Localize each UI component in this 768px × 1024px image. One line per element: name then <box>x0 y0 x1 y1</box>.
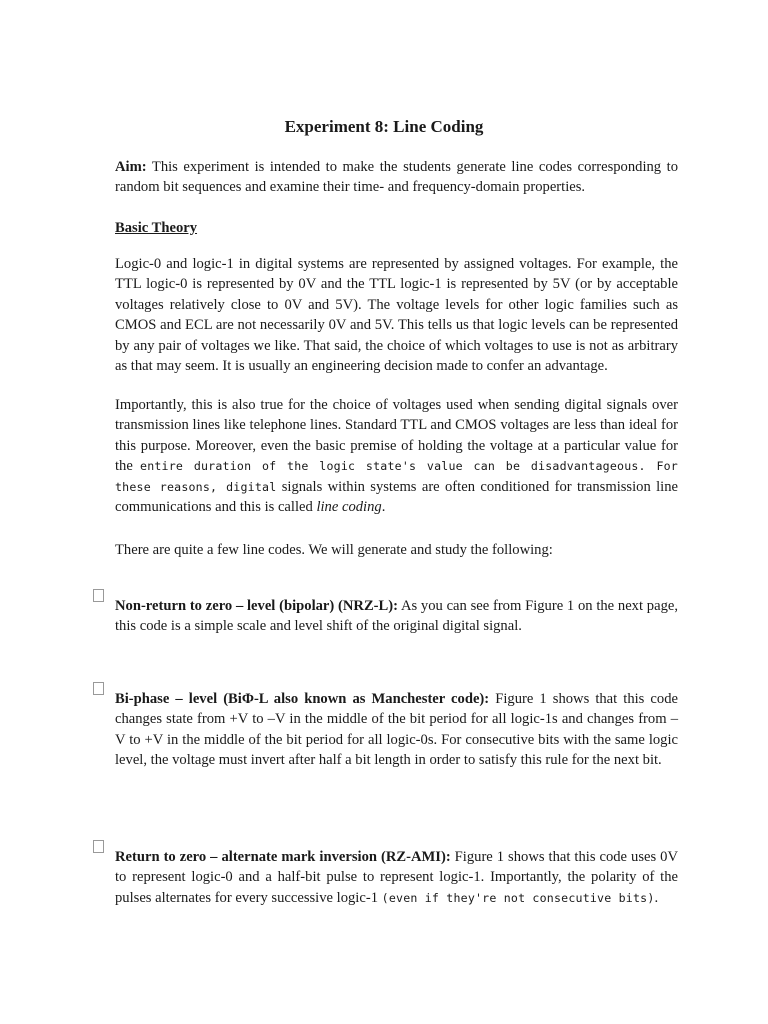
list-item-rz-ami <box>115 847 678 908</box>
aim-paragraph <box>115 157 678 198</box>
line-coding-emphasis: line coding <box>316 499 382 516</box>
item-label: Bi-phase – level (BiΦ-L also known as Manchester code): <box>115 691 490 707</box>
item-mono-text: (even if they're not consecutive bits) <box>381 890 655 905</box>
bullet-box-icon <box>93 589 104 602</box>
para2-mono-text: entire duration of the logic state's value can be disadvantageous. For these reasons, digital <box>115 459 678 494</box>
intro-sentence: There are quite a few line codes. We will generate and study the following: <box>115 542 553 558</box>
item-label: Return to zero – alternate mark inversion (RZ-AMI): <box>115 849 451 865</box>
item-end: . <box>654 889 659 906</box>
item-text: Figure 1 shows that this code uses 0V to represent logic-0 and a half-bit pulse to represent logic-1. Importantly, the polarity of the pulses alternates for every successive logic-1 <box>115 849 678 906</box>
theory-paragraph-2 <box>115 395 678 517</box>
item-text: As you can see from Figure 1 on the next page, this code is a simple scale and level shift of the original digital signal. <box>115 598 678 635</box>
bullet-box-icon <box>93 682 104 695</box>
para2-end: . <box>381 499 386 516</box>
theory-paragraph-1: Logic-0 and logic-1 in digital systems are represented by assigned voltages. For example, the TTL logic-0 is represented by 0V and the TTL logic-1 is represented by 5V (or by acceptable voltages relatively close to 0V and 5V). The voltage levels for other logic families such as CMOS and ECL are not necessarily 0V and 5V. This tells us that logic levels can be represented by any pair of voltages we like. That said, the choice of which voltages to use is not as arbitrary as that may seem. It is usually an engineering decision made to confer an advantage. <box>115 256 678 375</box>
para2-text: Importantly, this is also true for the choice of voltages used when sending digital signals over transmission lines like telephone lines. Standard TTL and CMOS voltages are less than ideal for this purpose. Moreover, even the basic premise of holding the voltage at a particular value for the <box>115 397 678 475</box>
item-label: Non-return to zero – level (bipolar) (NRZ-L): <box>115 598 398 614</box>
list-item-nrz-l <box>115 596 678 637</box>
aim-text: This experiment is intended to make the students generate line codes corresponding to random bit sequences and examine their time- and frequency-domain properties. <box>115 159 678 196</box>
aim-label: Aim: <box>115 159 147 175</box>
section-heading: Basic Theory <box>115 220 198 236</box>
list-item-manchester <box>115 689 678 771</box>
bullet-box-icon <box>93 840 104 853</box>
para2-text-cont: signals within systems are often conditioned for transmission line communications and this is called <box>115 478 678 516</box>
item-text: Figure 1 shows that this code changes state from +V to –V in the middle of the bit period for all logic-1s and changes from –V to +V in the middle of the bit period for all logic-0s. For consecutive bits with the same logic level, the voltage must invert after half a bit length in order to satisfy this rule for the next bit. <box>115 691 678 769</box>
page-title: Experiment 8: Line Coding <box>284 117 484 136</box>
